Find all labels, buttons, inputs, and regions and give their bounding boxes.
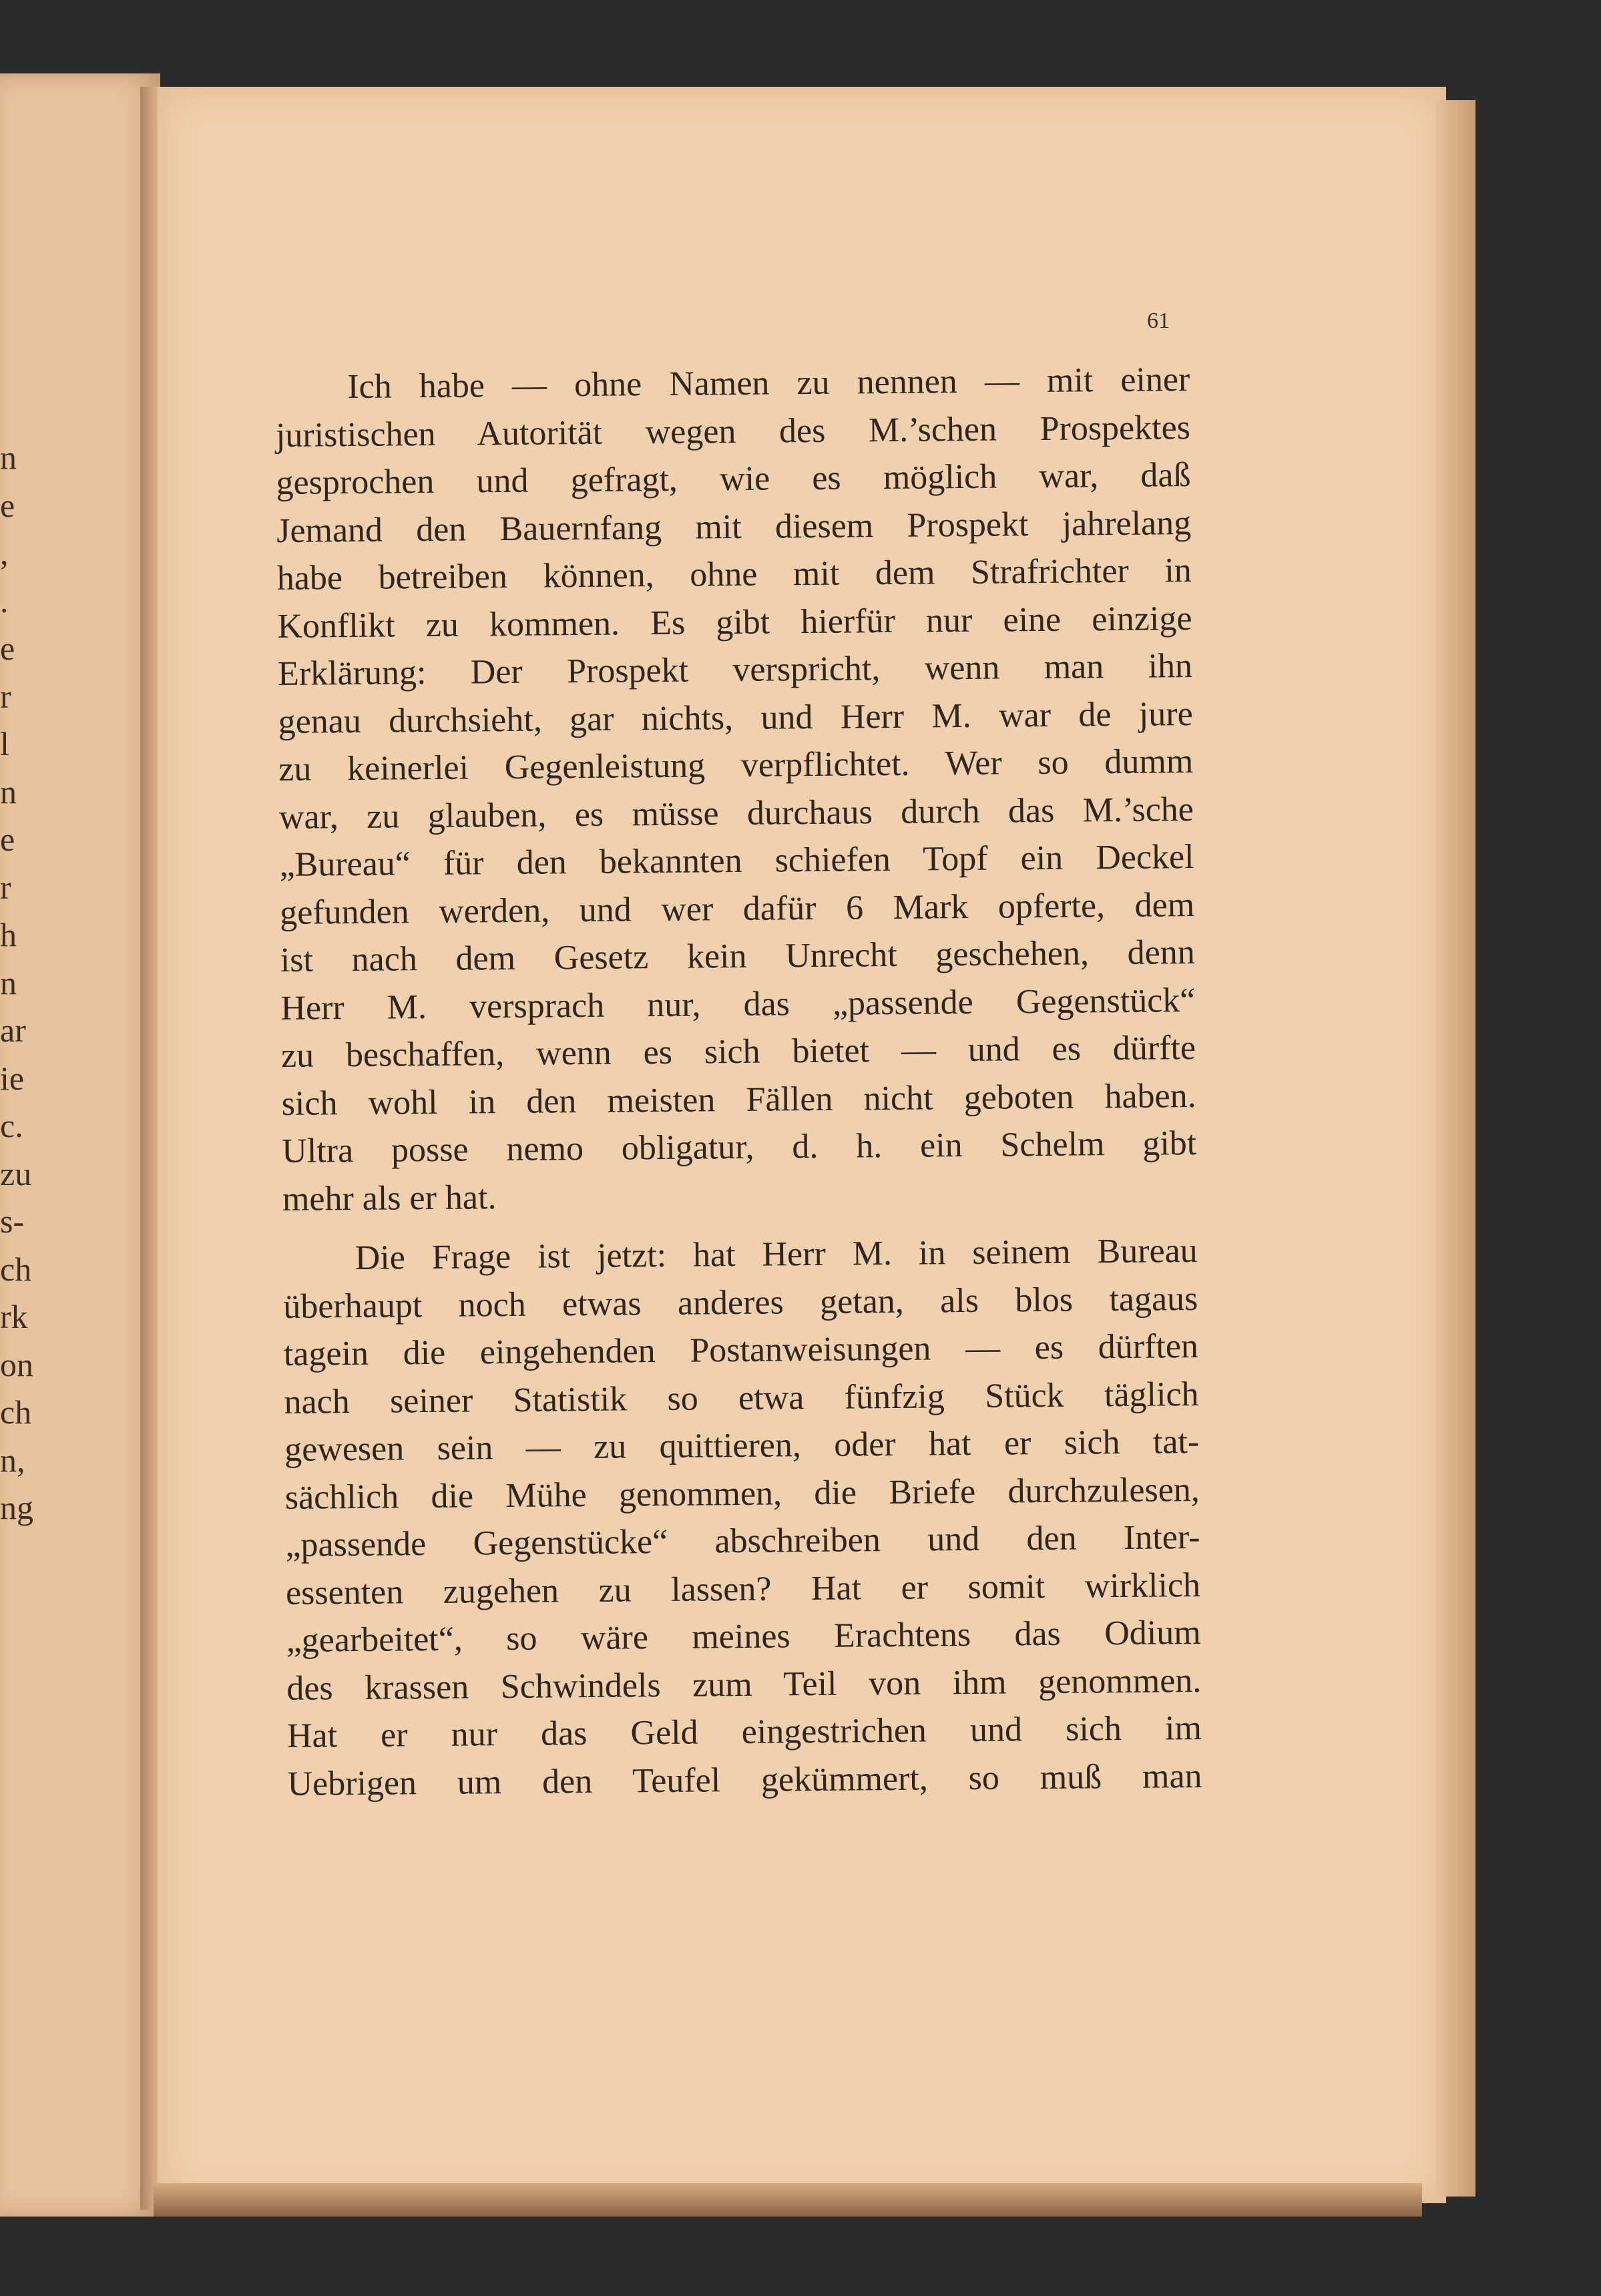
- page-number: 61: [1147, 308, 1170, 333]
- text-line: „Bureau“ für den bekannten schiefen Topf ein Deckel: [279, 838, 1194, 884]
- left-page-fragment: ch: [0, 1393, 32, 1431]
- left-page-fragment: r: [0, 677, 11, 715]
- left-page-text-fragments: [0, 434, 33, 1532]
- text-line: Jemand den Bauernfang mit diesem Prospekt jahrelang: [276, 503, 1192, 550]
- left-page-fragment: n: [0, 439, 17, 476]
- left-page-fragment: ie: [0, 1059, 25, 1097]
- text-line: zu beschaffen, wenn es sich bietet — und es dürfte: [280, 1029, 1196, 1075]
- paragraph-2: [282, 1227, 1202, 1808]
- page-edge-bottom: [154, 2183, 1422, 2217]
- text-line: zu keinerlei Gegenleistung verpflichtet. Wer so dumm: [278, 742, 1194, 788]
- text-line: war, zu glauben, es müsse durchaus durch das M.’sche: [278, 790, 1194, 837]
- text-line: juristischen Autorität wegen des M.’schen Prospektes: [275, 408, 1191, 455]
- left-page-fragment: n: [0, 772, 17, 811]
- text-line: genau durchsieht, gar nichts, und Herr M. war de jure: [278, 694, 1193, 741]
- text-line: des krassen Schwindels zum Teil von ihm genommen.: [286, 1661, 1202, 1708]
- paragraph-1: [275, 356, 1197, 1223]
- body-text: [275, 356, 1202, 1808]
- left-page-fragment: e: [0, 486, 15, 524]
- text-line: tagein die eingehenden Postanweisungen — es dürften: [283, 1327, 1199, 1373]
- left-page-fragment: n: [0, 963, 17, 1001]
- text-line: sich wohl in den meisten Fällen nicht geboten haben.: [281, 1076, 1196, 1123]
- left-page-fragment: l: [0, 725, 9, 762]
- text-line: gesprochen und gefragt, wie es möglich war, daß: [276, 456, 1191, 502]
- text-line: gefunden werden, und wer dafür 6 Mark opferte, dem: [279, 885, 1195, 932]
- text-line: mehr als er hat.: [282, 1178, 497, 1218]
- left-page-fragment: e: [0, 821, 15, 858]
- text-line: ist nach dem Gesetz kein Unrecht geschehen, denn: [280, 933, 1195, 979]
- text-line: essenten zugehen zu lassen? Hat er somit wirklich: [285, 1566, 1201, 1612]
- text-line: Ultra posse nemo obligatur, d. h. ein Schelm gibt: [282, 1124, 1197, 1170]
- left-page-fragment: n,: [0, 1441, 25, 1479]
- text-line: sächlich die Mühe genommen, die Briefe durchzulesen,: [284, 1470, 1200, 1517]
- text-line: nach seiner Statistik so etwa fünfzig Stück täglich: [284, 1375, 1199, 1421]
- left-page-fragment: zu: [0, 1154, 32, 1192]
- text-line: habe betreiben können, ohne mit dem Strafrichter in: [276, 551, 1192, 598]
- text-line: Ich habe — ohne Namen zu nennen — mit einer: [347, 361, 1190, 407]
- left-page-fragment: ch: [0, 1250, 32, 1288]
- text-line: „gearbeitet“, so wäre meines Erachtens das Odium: [286, 1613, 1201, 1660]
- text-line: Herr M. versprach nur, das „passende Gegenstück“: [280, 981, 1196, 1027]
- text-line: gewesen sein — zu quittieren, oder hat er sich tat-: [284, 1422, 1200, 1469]
- text-line: Konflikt zu kommen. Es gibt hierfür nur eine einzige: [277, 599, 1192, 646]
- left-page-fragment: c.: [0, 1107, 23, 1144]
- left-page-fragment: rk: [0, 1298, 28, 1335]
- left-page-fragment: h: [0, 916, 17, 953]
- text-line: Hat er nur das Geld eingestrichen und sich im: [286, 1708, 1202, 1755]
- left-page-fragment: ar: [0, 1011, 26, 1049]
- text-line: „passende Gegenstücke“ abschreiben und den Inter-: [285, 1518, 1200, 1564]
- left-page-fragment: ,: [0, 534, 9, 571]
- left-page-fragment: s-: [0, 1202, 25, 1240]
- text-line: überhaupt noch etwas anderes getan, als blos tagaus: [283, 1279, 1198, 1326]
- left-page-fragment: on: [0, 1345, 33, 1383]
- left-page: [0, 73, 160, 2217]
- left-page-fragment: .: [0, 582, 9, 620]
- left-page-fragment: e: [0, 630, 15, 667]
- left-page-fragment: ng: [0, 1489, 33, 1526]
- left-page-fragment: r: [0, 868, 11, 906]
- text-line: Die Frage ist jetzt: hat Herr M. in seinem Bureau: [355, 1231, 1198, 1278]
- text-line: Erklärung: Der Prospekt verspricht, wenn man ihn: [277, 647, 1193, 693]
- page-edge-right: [1435, 100, 1475, 2197]
- text-line: Uebrigen um den Teufel gekümmert, so muß man: [287, 1757, 1202, 1803]
